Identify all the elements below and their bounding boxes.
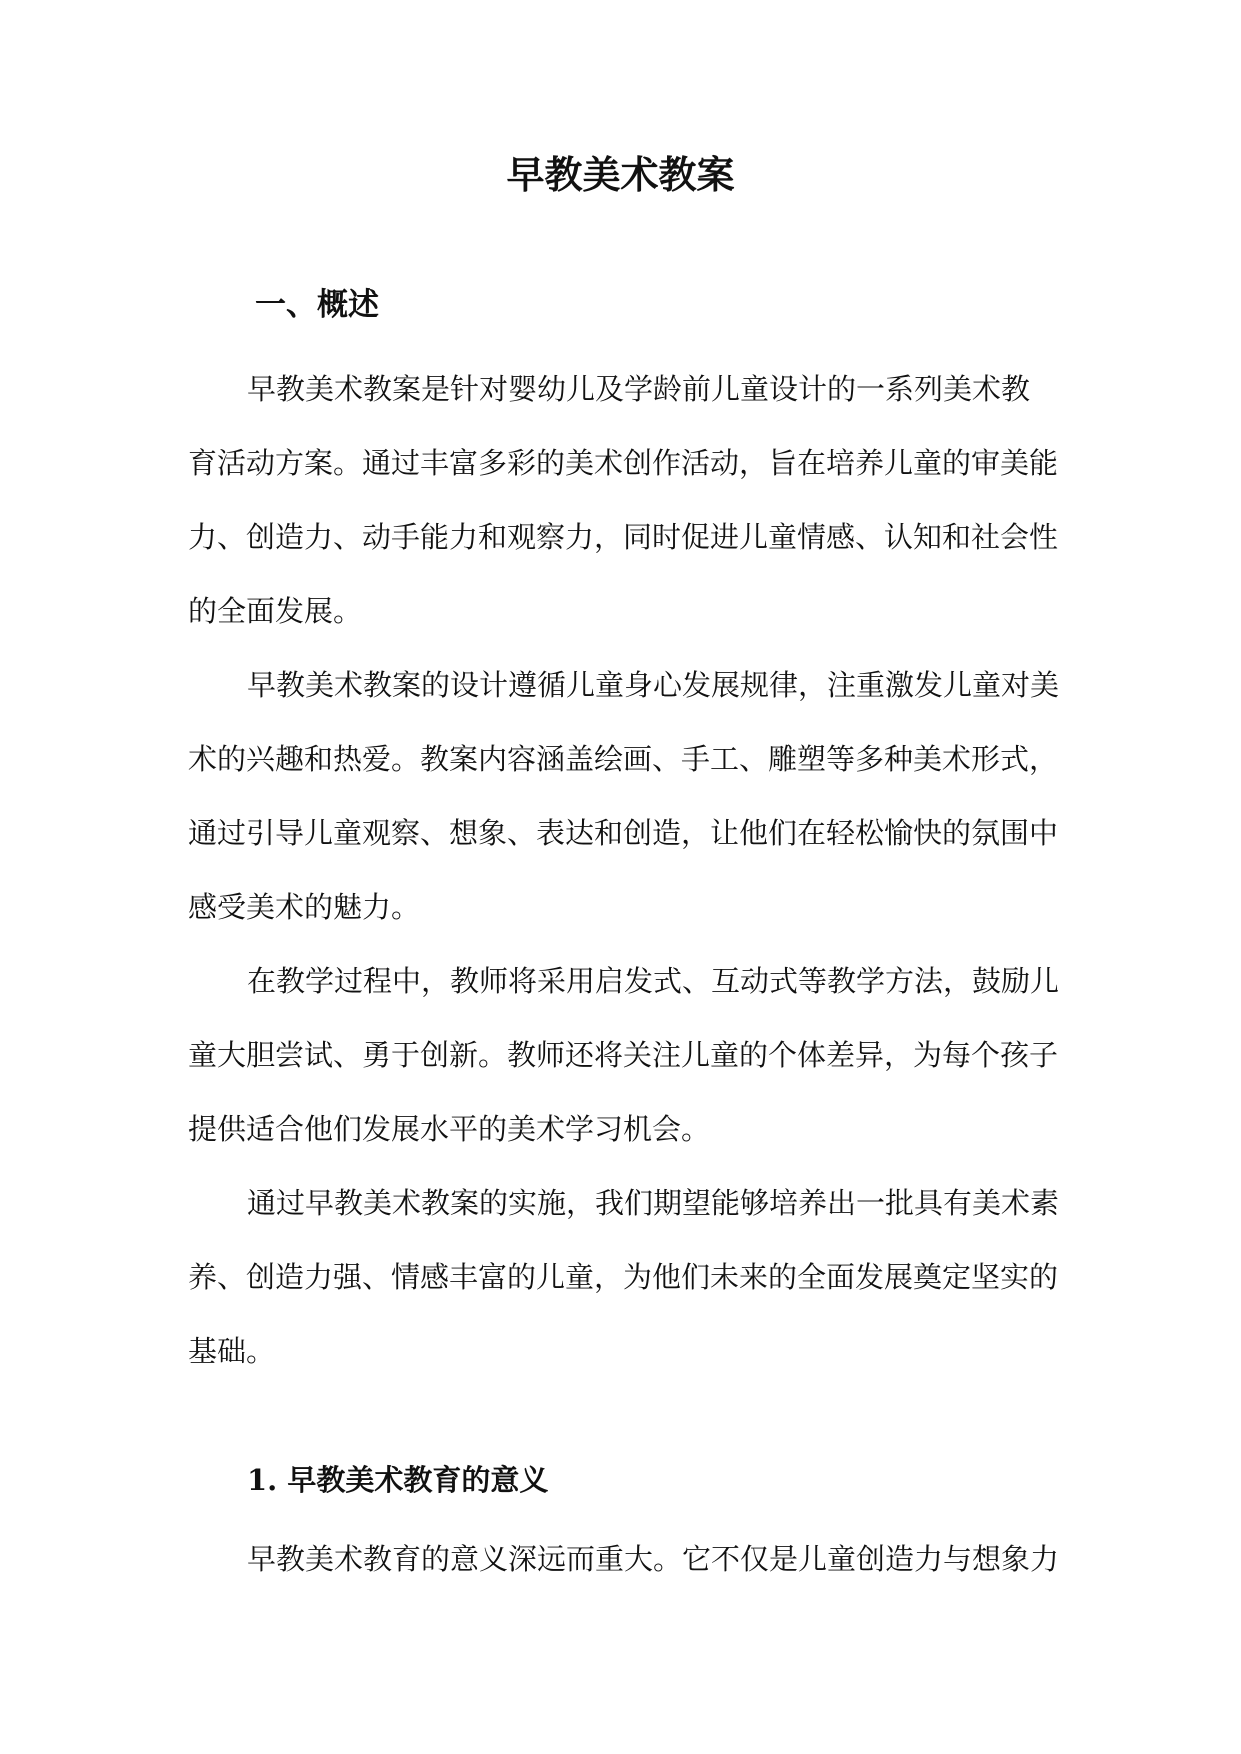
- paragraph-4-line-1: 通过早教美术教案的实施，我们期望能够培养出一批具有美术素: [247, 1186, 1060, 1220]
- paragraph-2-line-2: 术的兴趣和热爱。教案内容涵盖绘画、手工、雕塑等多种美术形式，: [188, 742, 1059, 776]
- paragraph-1-line-4: 的全面发展。: [188, 594, 363, 628]
- paragraph-2-line-1: 早教美术教案的设计遵循儿童身心发展规律，注重激发儿童对美: [247, 668, 1060, 702]
- document-title: 早教美术教案: [506, 152, 735, 197]
- paragraph-4-line-2: 养、创造力强、情感丰富的儿童，为他们未来的全面发展奠定坚实的: [188, 1260, 1059, 1294]
- section-heading-overview: 一、概述: [255, 287, 379, 323]
- paragraph-2-line-3: 通过引导儿童观察、想象、表达和创造，让他们在轻松愉快的氛围中: [188, 816, 1059, 850]
- paragraph-1-line-1: 早教美术教案是针对婴幼儿及学龄前儿童设计的一系列美术教: [247, 372, 1031, 406]
- paragraph-2-line-4: 感受美术的魅力。: [188, 890, 421, 924]
- paragraph-3-line-1: 在教学过程中，教师将采用启发式、互动式等教学方法，鼓励儿: [247, 964, 1060, 998]
- paragraph-3-line-3: 提供适合他们发展水平的美术学习机会。: [188, 1112, 711, 1146]
- subsection-heading-significance: 1. 早教美术教育的意义: [247, 1463, 549, 1497]
- paragraph-4-line-3: 基础。: [188, 1334, 276, 1368]
- paragraph-1-line-2: 育活动方案。通过丰富多彩的美术创作活动，旨在培养儿童的审美能: [188, 446, 1059, 480]
- paragraph-1-line-3: 力、创造力、动手能力和观察力，同时促进儿童情感、认知和社会性: [188, 520, 1059, 554]
- paragraph-3-line-2: 童大胆尝试、勇于创新。教师还将关注儿童的个体差异，为每个孩子: [188, 1038, 1059, 1072]
- subsection-1-line-1: 早教美术教育的意义深远而重大。它不仅是儿童创造力与想象力: [247, 1542, 1060, 1576]
